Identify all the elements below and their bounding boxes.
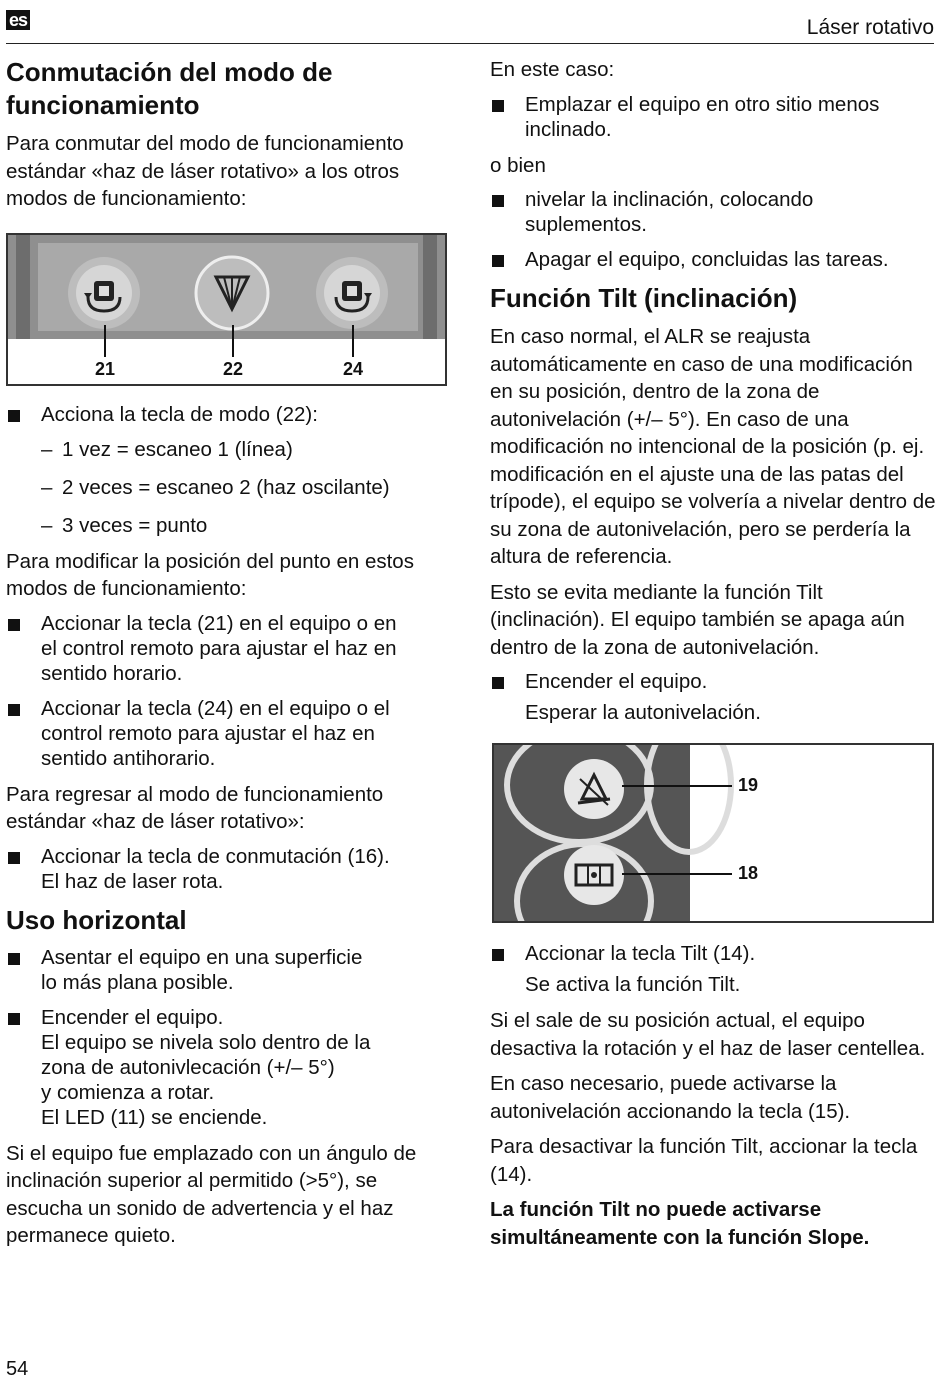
figure-label-19: 19: [738, 775, 759, 795]
heading-mode-switch: Conmutación del modo de funcionamiento: [6, 57, 333, 120]
paragraph-warning: Si el equipo fue emplazado con un ángulo de inclinación superior al permitido (>5°), se escucha un sonido de advertencia y el haz permanece quieto.: [6, 1141, 417, 1247]
page-number: 54: [6, 1358, 29, 1380]
bullet-tilt-key: Accionar la tecla Tilt (14).: [490, 941, 938, 966]
paragraph-or: o bien: [490, 153, 546, 177]
heading-tilt-function: Función Tilt (inclinación): [490, 283, 798, 313]
paragraph-tilt-avoid: Esto se evita mediante la función Tilt (inclinación). El equipo también se apaga aún dentro de la zona de autonivelación.: [490, 580, 905, 659]
bullet-square-icon: [8, 704, 20, 716]
bullet-square-icon: [8, 852, 20, 864]
right-column: [490, 56, 938, 1259]
heading-horizontal-use: Uso horizontal: [6, 904, 187, 935]
page-header: [6, 6, 934, 44]
language-code: es: [6, 10, 30, 30]
paragraph-tilt-normal: En caso normal, el ALR se reajusta automáticamente en caso de una modificación en su posición, dentro de la zona de autonivelación (+/– 5°). En caso de una modificación no intencional de la posición (p. ej. modificación en el ajuste una de las patas del trípode), el equipo se volvería a nivelar dentro de su zona de autonivelación, pero se perdería la altura de referencia.: [490, 325, 936, 568]
tilt-icon: [564, 759, 624, 819]
bullet-continuation: Esperar la autonivelación.: [525, 701, 761, 724]
bullet-square-icon: [492, 195, 504, 207]
bullet-power-on: Encender el equipo. El equipo se nivela solo dentro de la zona de autonivlecación (+/– 5°) y comienza a rotar. El LED (11) se enciende.: [6, 1005, 456, 1130]
figure-label-22: 22: [222, 358, 244, 379]
paragraph-deactivate-tilt: Para desactivar la función Tilt, accionar la tecla (14).: [490, 1135, 918, 1186]
bullet-power-off: Apagar el equipo, concluidas las tareas.: [490, 247, 938, 272]
note-tilt-slope: La función Tilt no puede activarse simultáneamente con la función Slope.: [490, 1198, 870, 1249]
bullet-square-icon: [492, 255, 504, 267]
rotate-left-icon: [66, 255, 142, 331]
figure-label-21: 21: [94, 358, 116, 379]
figure-label-24: 24: [342, 358, 364, 379]
bullet-square-icon: [492, 100, 504, 112]
bullet-shims: nivelar la inclinación, colocando suplementos.: [490, 187, 938, 237]
paragraph-self-leveling: En caso necesario, puede activarse la autonivelación accionando la tecla (15).: [490, 1072, 851, 1123]
bullet-switch-key-16: Accionar la tecla de conmutación (16). El haz de laser rota.: [6, 844, 456, 894]
level-icon: [564, 845, 624, 905]
bullet-relocate: Emplazar el equipo en otro sitio menos inclinado.: [490, 92, 938, 142]
header-title: Láser rotativo: [806, 16, 934, 39]
paragraph-modify-position: Para modificar la posición del punto en estos modos de funcionamiento:: [6, 549, 414, 600]
beam-fan-icon: [194, 255, 270, 331]
intro-paragraph: Para conmutar del modo de funcionamiento estándar «haz de láser rotativo» a los otros modos de funcionamiento:: [6, 132, 404, 210]
figure-label-18: 18: [738, 863, 759, 883]
rotate-right-icon: [314, 255, 390, 331]
bullet-key-24: Accionar la tecla (24) en el equipo o el control remoto para ajustar el haz en sentido antihorario.: [6, 696, 456, 771]
bullet-square-icon: [8, 1013, 20, 1025]
paragraph-return-standard: Para regresar al modo de funcionamiento estándar «haz de láser rotativo»:: [6, 782, 384, 833]
bullet-turn-on-device: Encender el equipo.: [490, 669, 938, 694]
mode-keys-figure: [6, 233, 447, 386]
sub-item: – 1 vez = escaneo 1 (línea): [41, 437, 293, 461]
bullet-key-21: Accionar la tecla (21) en el equipo o en el control remoto para ajustar el haz en sentido horario.: [6, 611, 456, 686]
bullet-square-icon: [492, 677, 504, 689]
paragraph-in-this-case: En este caso:: [490, 58, 615, 81]
bullet-square-icon: [8, 619, 20, 631]
sub-item: – 3 veces = punto: [41, 513, 208, 537]
bullet-place-flat: Asentar el equipo en una superficie lo más plana posible.: [6, 945, 456, 995]
bullet-square-icon: [8, 410, 20, 422]
tilt-keys-figure: [492, 743, 934, 923]
paragraph-tilt-active: Si el sale de su posición actual, el equipo desactiva la rotación y el haz de laser centellea.: [490, 1009, 926, 1060]
left-column: [6, 56, 456, 1258]
keypad-closeup: [494, 745, 690, 921]
sub-item: – 2 veces = escaneo 2 (haz oscilante): [41, 475, 390, 499]
bullet-square-icon: [8, 953, 20, 965]
bullet-mode-key: Acciona la tecla de modo (22):: [6, 402, 456, 427]
bullet-continuation: Se activa la función Tilt.: [525, 973, 741, 996]
bullet-square-icon: [492, 949, 504, 961]
